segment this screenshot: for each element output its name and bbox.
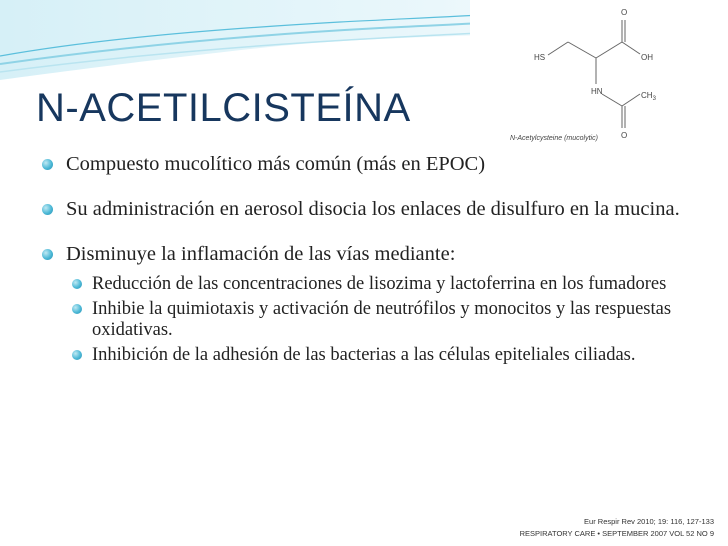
sub-bullet-item: Inhibie la quimiotaxis y activación de neutrófilos y monocitos y las respuestas oxidativas.	[68, 299, 700, 341]
hydroxyl-label: OH	[641, 53, 653, 62]
sub-bullet-list	[68, 274, 700, 366]
references	[520, 516, 714, 540]
bullet-item: Su administración en aerosol disocia los enlaces de disulfuro en la mucina.	[40, 197, 700, 221]
sub-bullet-item: Reducción de las concentraciones de lisozima y lactoferrina en los fumadores	[68, 274, 700, 295]
bullet-list	[40, 150, 700, 366]
bullet-item: Disminuye la inflamación de las vías mediante:	[40, 242, 700, 266]
molecule-caption: N-Acetylcysteine (mucolytic)	[510, 135, 598, 142]
amine-label: HN	[591, 87, 603, 96]
thiol-label: HS	[534, 53, 546, 62]
oxygen-label-top: O	[621, 8, 628, 17]
reference-line: RESPIRATORY CARE • SEPTEMBER 2007 VOL 52 NO 9	[519, 529, 714, 538]
oxygen-label-bottom: O	[621, 131, 628, 140]
slide-title: N-ACETILCISTEÍNA	[36, 86, 411, 130]
methyl-label: $CH_3$	[641, 91, 656, 102]
sub-bullet-item: Inhibición de la adhesión de las bacterias a las células epiteliales ciliadas.	[68, 345, 700, 366]
bullet-item: Compuesto mucolítico más común (más en EPOC)	[40, 152, 700, 176]
molecule-structure-image	[470, 0, 728, 150]
reference-line: Eur Respir Rev 2010; 19: 116, 127-133	[584, 517, 714, 526]
